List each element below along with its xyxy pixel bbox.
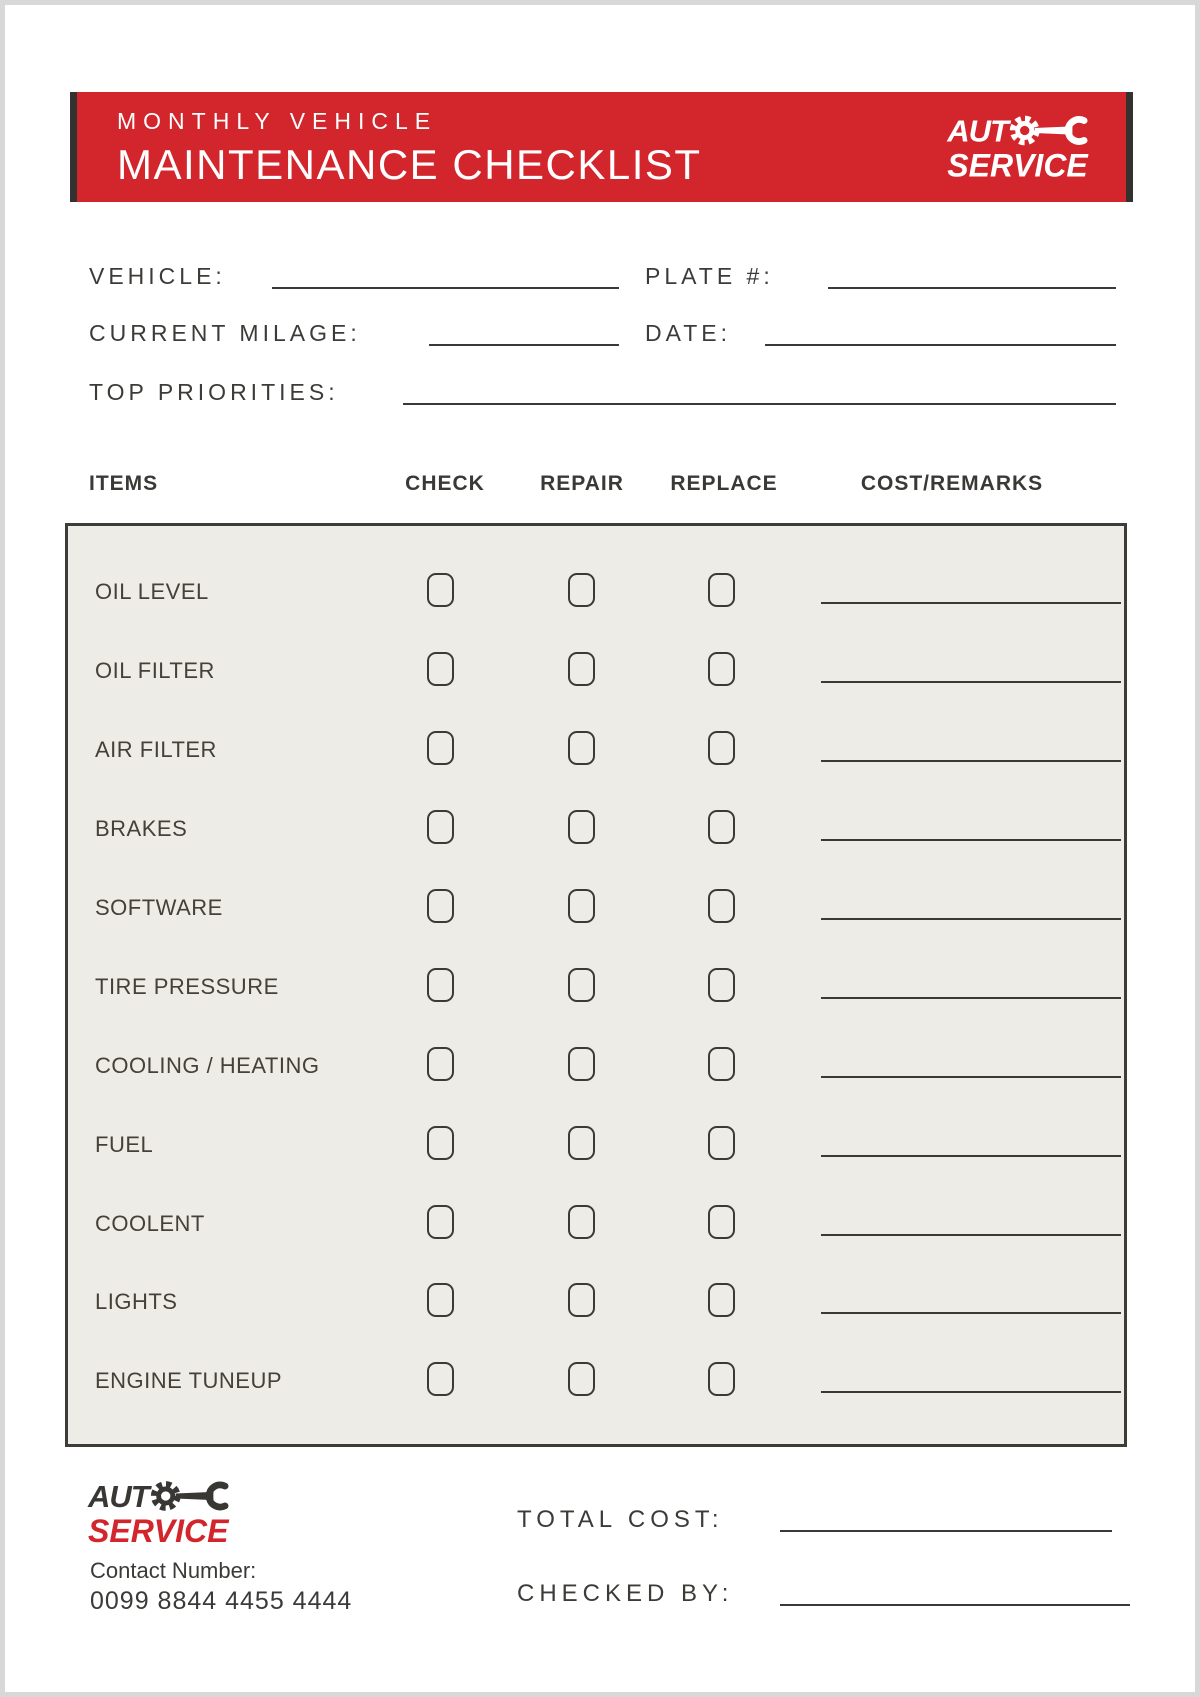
contact-number: 0099 8844 4455 4444 (90, 1587, 353, 1615)
header-banner (70, 92, 1133, 202)
plate-label: PLATE #: (645, 263, 774, 289)
table-row (68, 551, 1124, 630)
brand-logo-footer (88, 1478, 248, 1547)
check-checkbox[interactable] (427, 968, 454, 1002)
table-row (68, 1182, 1124, 1261)
table-row (68, 867, 1124, 946)
item-label: ENGINE TUNEUP (95, 1368, 283, 1394)
check-checkbox[interactable] (427, 1362, 454, 1396)
table-row (68, 788, 1124, 867)
replace-checkbox[interactable] (708, 968, 735, 1002)
cost-remarks-line[interactable] (821, 1234, 1121, 1238)
checklist-panel (65, 523, 1127, 1447)
plate-input-line[interactable] (828, 287, 1116, 293)
repair-checkbox[interactable] (568, 1362, 595, 1396)
gear-wrench-icon (1009, 113, 1107, 149)
replace-checkbox[interactable] (708, 1126, 735, 1160)
vehicle-label: VEHICLE: (89, 263, 226, 289)
cost-remarks-line[interactable] (821, 760, 1121, 764)
banner-right-edge (1126, 92, 1133, 202)
column-header-items: ITEMS (89, 472, 159, 495)
brand-name-top: AUT (947, 113, 1008, 148)
item-label: COOLENT (95, 1210, 205, 1236)
table-row (68, 1024, 1124, 1103)
item-label: LIGHTS (95, 1289, 178, 1315)
checked-by-input-line[interactable] (780, 1604, 1130, 1610)
milage-input-line[interactable] (429, 344, 619, 350)
table-row (68, 1103, 1124, 1182)
check-checkbox[interactable] (427, 1047, 454, 1081)
table-row (68, 1340, 1124, 1419)
replace-checkbox[interactable] (708, 810, 735, 844)
repair-checkbox[interactable] (568, 1126, 595, 1160)
repair-checkbox[interactable] (568, 573, 595, 607)
replace-checkbox[interactable] (708, 573, 735, 607)
replace-checkbox[interactable] (708, 1047, 735, 1081)
table-row (68, 945, 1124, 1024)
checklist-rows (68, 526, 1124, 1444)
check-checkbox[interactable] (427, 1205, 454, 1239)
repair-checkbox[interactable] (568, 731, 595, 765)
total-cost-label: TOTAL COST: (517, 1506, 724, 1533)
brand-logo-header (947, 113, 1107, 182)
item-label: COOLING / HEATING (95, 1052, 320, 1078)
page-title: MAINTENANCE CHECKLIST (117, 141, 702, 188)
check-checkbox[interactable] (427, 810, 454, 844)
milage-label: CURRENT MILAGE: (89, 320, 361, 346)
column-header-replace: REPLACE (670, 472, 778, 495)
check-checkbox[interactable] (427, 1283, 454, 1317)
banner-left-edge (70, 92, 77, 202)
replace-checkbox[interactable] (708, 731, 735, 765)
date-input-line[interactable] (765, 344, 1116, 350)
replace-checkbox[interactable] (708, 889, 735, 923)
repair-checkbox[interactable] (568, 1205, 595, 1239)
date-label: DATE: (645, 320, 732, 346)
cost-remarks-line[interactable] (821, 839, 1121, 843)
column-header-repair: REPAIR (540, 472, 624, 495)
replace-checkbox[interactable] (708, 1205, 735, 1239)
cost-remarks-line[interactable] (821, 1076, 1121, 1080)
repair-checkbox[interactable] (568, 1283, 595, 1317)
vehicle-input-line[interactable] (272, 287, 619, 293)
repair-checkbox[interactable] (568, 889, 595, 923)
cost-remarks-line[interactable] (821, 1312, 1121, 1316)
brand-name-top: AUT (88, 1478, 149, 1514)
brand-name-bottom: SERVICE (88, 1513, 229, 1549)
repair-checkbox[interactable] (568, 810, 595, 844)
item-label: OIL LEVEL (95, 579, 209, 605)
check-checkbox[interactable] (427, 1126, 454, 1160)
repair-checkbox[interactable] (568, 652, 595, 686)
header-titles (70, 108, 702, 186)
header-subtitle: MONTHLY VEHICLE (117, 108, 438, 134)
gear-wrench-icon (150, 1478, 248, 1514)
item-label: SOFTWARE (95, 895, 223, 921)
check-checkbox[interactable] (427, 652, 454, 686)
item-label: OIL FILTER (95, 658, 215, 684)
cost-remarks-line[interactable] (821, 1391, 1121, 1395)
column-header-check: CHECK (405, 472, 485, 495)
cost-remarks-line[interactable] (821, 918, 1121, 922)
item-label: BRAKES (95, 816, 188, 842)
replace-checkbox[interactable] (708, 1283, 735, 1317)
table-row (68, 709, 1124, 788)
checked-by-label: CHECKED BY: (517, 1580, 734, 1607)
brand-name-bottom: SERVICE (947, 147, 1088, 184)
priorities-input-line[interactable] (403, 403, 1116, 409)
table-row (68, 1261, 1124, 1340)
check-checkbox[interactable] (427, 573, 454, 607)
check-checkbox[interactable] (427, 889, 454, 923)
cost-remarks-line[interactable] (821, 1155, 1121, 1159)
item-label: AIR FILTER (95, 737, 217, 763)
cost-remarks-line[interactable] (821, 681, 1121, 685)
replace-checkbox[interactable] (708, 1362, 735, 1396)
column-header-cost-remarks: COST/REMARKS (860, 472, 1044, 495)
priorities-label: TOP PRIORITIES: (89, 379, 339, 405)
cost-remarks-line[interactable] (821, 602, 1121, 606)
repair-checkbox[interactable] (568, 1047, 595, 1081)
check-checkbox[interactable] (427, 731, 454, 765)
repair-checkbox[interactable] (568, 968, 595, 1002)
item-label: FUEL (95, 1131, 154, 1157)
replace-checkbox[interactable] (708, 652, 735, 686)
cost-remarks-line[interactable] (821, 997, 1121, 1001)
table-row (68, 630, 1124, 709)
item-label: TIRE PRESSURE (95, 973, 279, 999)
contact-label: Contact Number: (90, 1558, 257, 1583)
total-cost-input-line[interactable] (780, 1530, 1112, 1536)
